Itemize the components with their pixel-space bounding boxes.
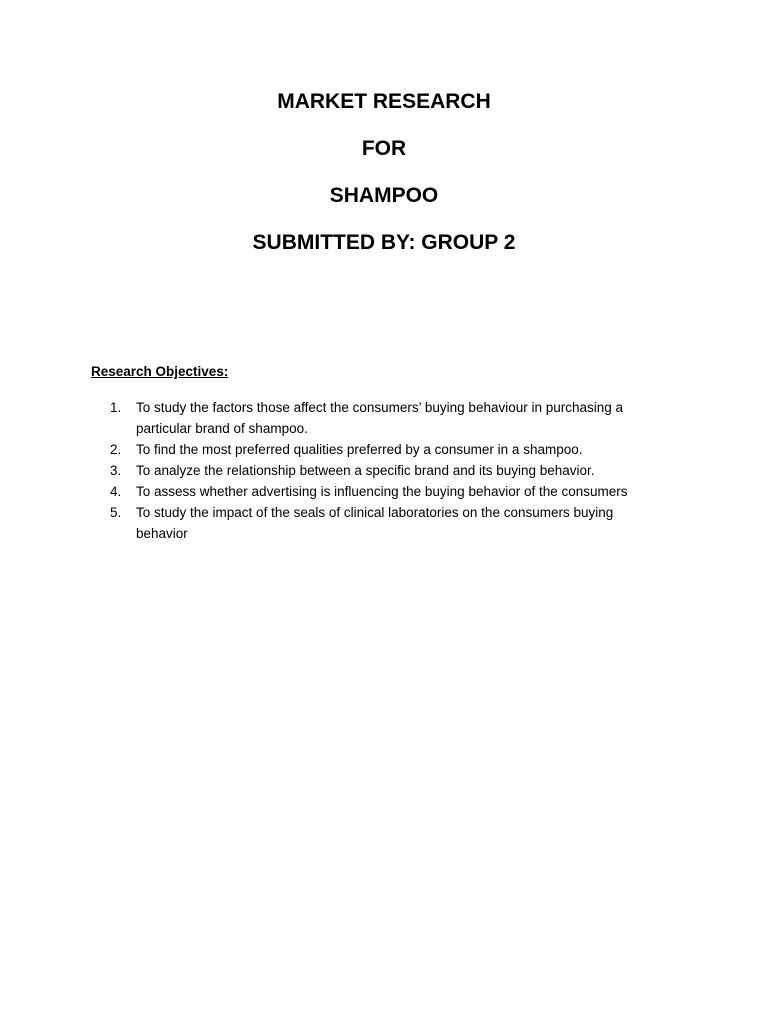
list-item xyxy=(110,502,650,544)
list-item-text: To study the impact of the seals of clinical laboratories on the consumers buying behavior xyxy=(136,505,614,541)
list-item xyxy=(110,481,650,502)
list-item-number: 5. xyxy=(110,505,122,520)
objectives-heading: Research Objectives: xyxy=(91,364,229,379)
title-line-market-research: MARKET RESEARCH xyxy=(277,90,491,113)
list-item xyxy=(110,460,650,481)
title-line-for: FOR xyxy=(361,137,407,160)
list-item-text: To analyze the relationship between a specific brand and its buying behavior. xyxy=(136,463,595,478)
list-item-text: To find the most preferred qualities preferred by a consumer in a shampoo. xyxy=(136,442,583,457)
list-item xyxy=(110,439,650,460)
list-item-text: To assess whether advertising is influencing the buying behavior of the consumers xyxy=(136,484,628,499)
list-item-number: 3. xyxy=(110,463,122,478)
list-item-number: 1. xyxy=(110,400,122,415)
list-item-number: 2. xyxy=(110,442,122,457)
objectives-list xyxy=(110,397,650,544)
title-line-submitted-by: SUBMITTED BY: GROUP 2 xyxy=(252,231,516,254)
list-item xyxy=(110,397,650,439)
title-block xyxy=(0,90,768,278)
title-line-shampoo: SHAMPOO xyxy=(329,184,439,207)
list-item-text: To study the factors those affect the consumers’ buying behaviour in purchasing a particular brand of shampoo. xyxy=(136,400,624,436)
list-item-number: 4. xyxy=(110,484,122,499)
